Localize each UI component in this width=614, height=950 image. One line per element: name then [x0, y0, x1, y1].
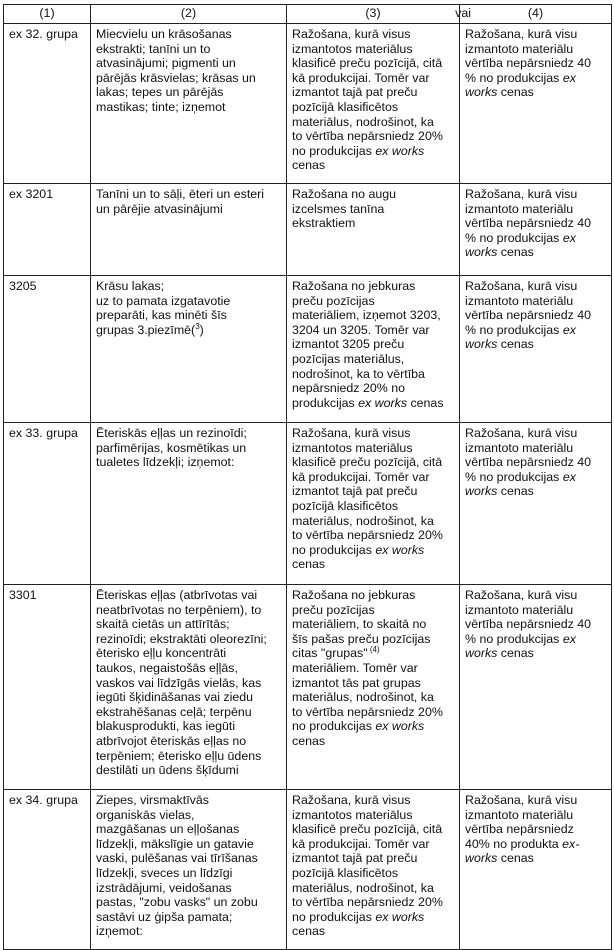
heading-code: 3301 [9, 588, 37, 602]
rule-col4-cell [460, 24, 612, 184]
description-end: ) [199, 322, 204, 337]
rule-col4-italic: ex works [465, 631, 576, 661]
rule-col4-text: Ražošana, kurā visu izmantoto materiālu vērtība nepārsniedz 40% no produkta [465, 793, 578, 851]
heading-code-cell [4, 585, 91, 790]
description-cell [91, 790, 287, 950]
heading-code: ex 32. grupa [9, 27, 78, 41]
rule-col4-end: cenas [497, 646, 534, 661]
heading-code-cell [4, 276, 91, 423]
description-cell [91, 423, 287, 585]
rule-col3-cell [287, 276, 460, 423]
origin-rules-table [3, 4, 612, 950]
rule-col4-cell [460, 276, 612, 423]
rule-col4-cell [460, 423, 612, 585]
table-row [4, 423, 612, 585]
rule-col4-italic: ex works [465, 230, 576, 260]
rule-col4-end: cenas [497, 851, 534, 866]
description-text: Miecvielu un krāsošanas ekstrakti; tanīni un to atvasinājumi; pigmenti un pārējās krāsvielas; krāsas un lakas; tepes un pārējās mastikas; tinte; izņemot [96, 27, 256, 114]
rule-col3-cell [287, 423, 460, 585]
rule-col4-text: Ražošana, kurā visu izmantoto materiālu vērtība nepārsniedz 40 % no produkcijas [465, 27, 592, 85]
heading-code-cell [4, 24, 91, 184]
rule-col3-text: Ražošana, kurā visus izmantotos materiālus klasificē preču pozīcijā, citā kā produkcijai. Tomēr var izmantot tajā pat preču pozīcijā klasificētos materiālus, nodrošinot, ka to vērtība nepārsniedz 20% no produkcijas [292, 27, 443, 158]
rule-col4-italic: ex- works [465, 836, 580, 866]
rule-col4-end: cenas [497, 484, 534, 499]
rule-col4-text: Ražošana, kurā visu izmantoto materiālu vērtība nepārsniedz 40 % no produkcijas [465, 187, 592, 245]
rule-col3-italic: ex works [375, 909, 425, 924]
description-text: Krāsu lakas; uz to pamata izgatavotie preparāti, kas minēti šīs grupas 3.piezīmē( [96, 279, 231, 337]
rule-col4-end: cenas [497, 85, 534, 100]
description-cell [91, 276, 287, 423]
rule-col3-end: cenas [407, 395, 444, 410]
column-header-1: (1) [4, 5, 91, 24]
column-header-3 [287, 5, 471, 24]
heading-code: 3205 [9, 279, 37, 293]
heading-code: ex 33. grupa [9, 426, 78, 440]
rule-col3-text: Ražošana no jebkuras preču pozīcijas materiāliem, to skaitā no šīs pašas preču pozīcijas citas "grupas" [292, 588, 431, 661]
heading-code-cell [4, 423, 91, 585]
rule-col4-text: Ražošana, kurā visu izmantoto materiālu vērtība nepārsniedz 40 % no produkcijas [465, 426, 592, 484]
rule-col4-cell [460, 790, 612, 950]
heading-code: ex 3201 [9, 187, 54, 201]
table-row [4, 790, 612, 950]
table-row [4, 184, 612, 276]
rule-col4-end: cenas [497, 337, 534, 352]
rule-col3-mid: materiāliem. Tomēr var izmantot tās pat grupas materiālus, nodrošinot, ka to vērtība nepārsniedz 20% no produkcijas [292, 660, 443, 734]
rule-col3-end: cenas [292, 924, 326, 939]
rule-col3-cell [287, 790, 460, 950]
heading-code-cell [4, 184, 91, 276]
rule-col3-text: Ražošana no augu izcelsmes tanīna ekstraktiem [292, 187, 397, 231]
table-row [4, 24, 612, 184]
description-cell [91, 585, 287, 790]
rule-col3-text: Ražošana no jebkuras preču pozīcijas materiāliem, izņemot 3203, 3204 un 3205. Tomēr var izmantot 3205 preču pozīcijas materiālus, nodrošinot, ka to vērtība nepārsniedz 20% no produkcijas [292, 279, 441, 410]
column-header-2: (2) [91, 5, 287, 24]
table-row [4, 585, 612, 790]
rule-col4-italic: ex works [465, 469, 576, 499]
footnote-ref: 3 [195, 321, 200, 331]
footnote-ref: (4) [367, 645, 380, 655]
rule-col3-text: Ražošana, kurā visus izmantotos materiālus klasificē preču pozīcijā, citā kā produkcijai. Tomēr var izmantot tajā pat preču pozīcijā klasificētos materiālus, nodrošinot, ka to vērtība nepārsniedz 20% no produkcijas [292, 426, 443, 557]
description-text: Ziepes, virsmaktīvās organiskās vielas, mazgāšanas un eļļošanas līdzekļi, mākslīgie un gatavie vaski, pulēšanas vai tīrīšanas līdzekļi, sveces un līdzīgi izstrādājumi, veidošanas pastas, "zobu vasks" un zobu sastāvi uz ģipša pamata; izņemot: [96, 793, 258, 939]
rule-col3-cell [287, 24, 460, 184]
column-separator-vai: vai [455, 6, 471, 20]
column-header-4: (4) [460, 5, 612, 24]
rule-col4-italic: ex works [465, 322, 576, 352]
rule-col4-italic: ex works [465, 70, 576, 100]
table-row [4, 276, 612, 423]
rule-col4-cell [460, 184, 612, 276]
heading-code-cell [4, 790, 91, 950]
rule-col3-end: cenas [292, 733, 326, 748]
rule-col4-text: Ražošana, kurā visu izmantoto materiālu vērtība nepārsniedz 40 % no produkcijas [465, 279, 592, 337]
heading-code: ex 34. grupa [9, 793, 78, 807]
description-text: Ēteriskās eļļas un rezinoīdi; parfimērijas, kosmētikas un tualetes līdzekļi; izņemot: [96, 426, 247, 470]
description-cell [91, 24, 287, 184]
rule-col3-cell [287, 184, 460, 276]
rule-col3-italic: ex works [375, 143, 425, 158]
description-cell [91, 184, 287, 276]
column-header-3-label: (3) [365, 6, 381, 20]
description-text: Ēteriskas eļļas (atbrīvotas vai neatbrīvotas no terpēniem), to skaitā cietās un attīrītās; rezinoīdi; ekstraktāti oleorezīni; ēterisko eļļu koncentrāti taukos, negaistošās eļļās, vaskos vai līdzīgās vielās, kas iegūti šķidināšanas vai ziedu ekstrahēšanas ceļā; terpēnu blakusprodukti, kas iegūti atbrīvojot ēteriskās eļļas no terpēniem; ēterisko eļļu ūdens destilāti un ūdens šķīdumi [96, 588, 267, 778]
rule-col4-cell [460, 585, 612, 790]
header-row [4, 5, 612, 24]
rule-col3-italic: ex works [375, 542, 425, 557]
rule-col3-end: cenas [292, 158, 326, 173]
rule-col4-end: cenas [497, 245, 534, 260]
rule-col3-cell [287, 585, 460, 790]
rule-col3-text: Ražošana, kurā visus izmantotos materiālus klasificē preču pozīcijā, citā kā produkcijai. Tomēr var izmantot tajā pat preču pozīcijā klasificētos materiālus, nodrošinot, ka to vērtība nepārsniedz 20% no produkcijas [292, 793, 443, 924]
description-text: Tanīni un to sāļi, ēteri un esteri un pārējie atvasinājumi [96, 187, 265, 216]
rule-col3-end: cenas [292, 557, 326, 572]
rule-col3-italic: ex works [375, 719, 425, 734]
rule-col4-text: Ražošana, kurā visu izmantoto materiālu vērtība nepārsniedz 40 % no produkcijas [465, 588, 592, 646]
rule-col3-italic: ex works [358, 395, 408, 410]
